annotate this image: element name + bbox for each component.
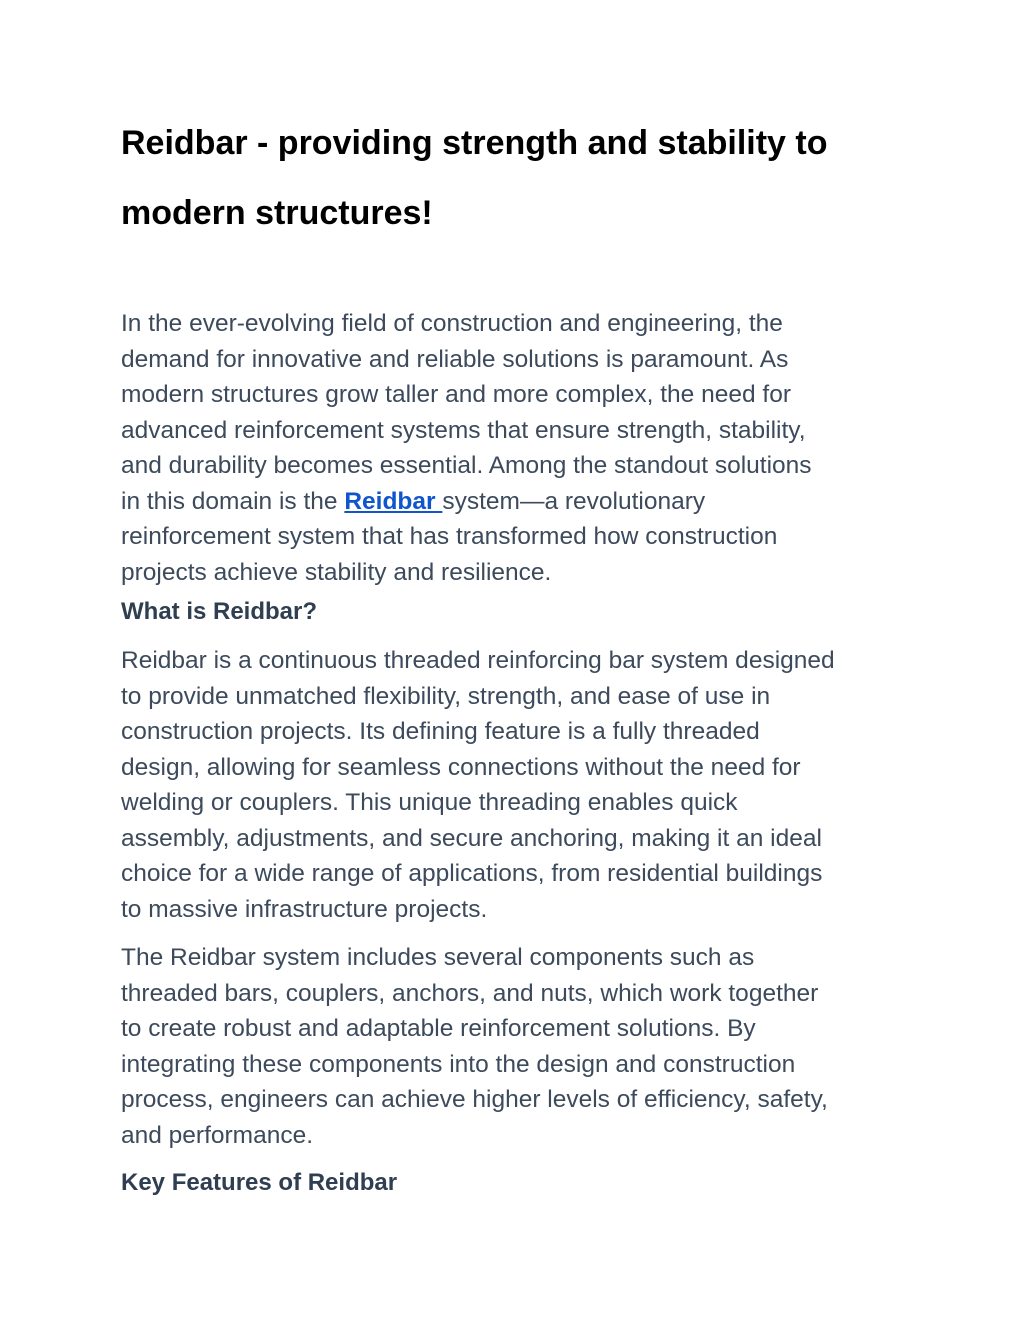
what-is-paragraph	[121, 643, 921, 927]
link-trail-text: system—a revolutionary	[442, 487, 706, 515]
paragraph-line: choice for a wide range of applications, from residential buildings	[121, 860, 823, 887]
paragraph-line: integrating these components into the design and construction	[121, 1050, 796, 1078]
paragraph-line: to provide unmatched flexibility, strength, and ease of use in	[121, 682, 771, 710]
paragraph-line: welding or couplers. This unique threading enables quick	[121, 789, 738, 816]
paragraph-line: modern structures grow taller and more complex, the need for	[121, 381, 791, 408]
paragraph-line: to massive infrastructure projects.	[121, 895, 488, 923]
title-line: Reidbar - providing strength and stability to	[121, 124, 828, 162]
paragraph-line: threaded bars, couplers, anchors, and nuts, which work together	[121, 979, 819, 1007]
paragraph-line: and durability becomes essential. Among the standout solutions	[121, 452, 812, 479]
paragraph-line: Reidbar is a continuous threaded reinforcing bar system designed	[121, 647, 835, 674]
heading-key-features: Key Features of Reidbar	[121, 1169, 398, 1196]
paragraph-line: In the ever-evolving field of construction and engineering, the	[121, 310, 783, 337]
link-lead-text: in this domain is the	[121, 487, 345, 515]
heading-what-is-reidbar: What is Reidbar?	[121, 598, 318, 625]
reidbar-link[interactable]: Reidbar	[344, 487, 443, 515]
paragraph-line: to create robust and adaptable reinforcement solutions. By	[121, 1015, 756, 1042]
paragraph-line: and performance.	[121, 1121, 314, 1149]
paragraph-line: process, engineers can achieve higher levels of efficiency, safety,	[121, 1086, 828, 1113]
paragraph-line: reinforcement system that has transformed how construction	[121, 523, 778, 550]
paragraph-line: construction projects. Its defining feature is a fully threaded	[121, 718, 760, 745]
system-paragraph	[121, 940, 921, 1153]
paragraph-line: assembly, adjustments, and secure anchoring, making it an ideal	[121, 824, 822, 852]
title-line: modern structures!	[121, 194, 433, 232]
paragraph-line: The Reidbar system includes several components such as	[121, 944, 755, 971]
intro-paragraph	[121, 306, 921, 590]
paragraph-line: advanced reinforcement systems that ensure strength, stability,	[121, 416, 806, 444]
document-title	[121, 108, 911, 248]
paragraph-line: demand for innovative and reliable solutions is paramount. As	[121, 345, 789, 373]
paragraph-line	[121, 484, 921, 520]
paragraph-line: projects achieve stability and resilience.	[121, 558, 552, 586]
paragraph-line: design, allowing for seamless connections without the need for	[121, 753, 801, 781]
